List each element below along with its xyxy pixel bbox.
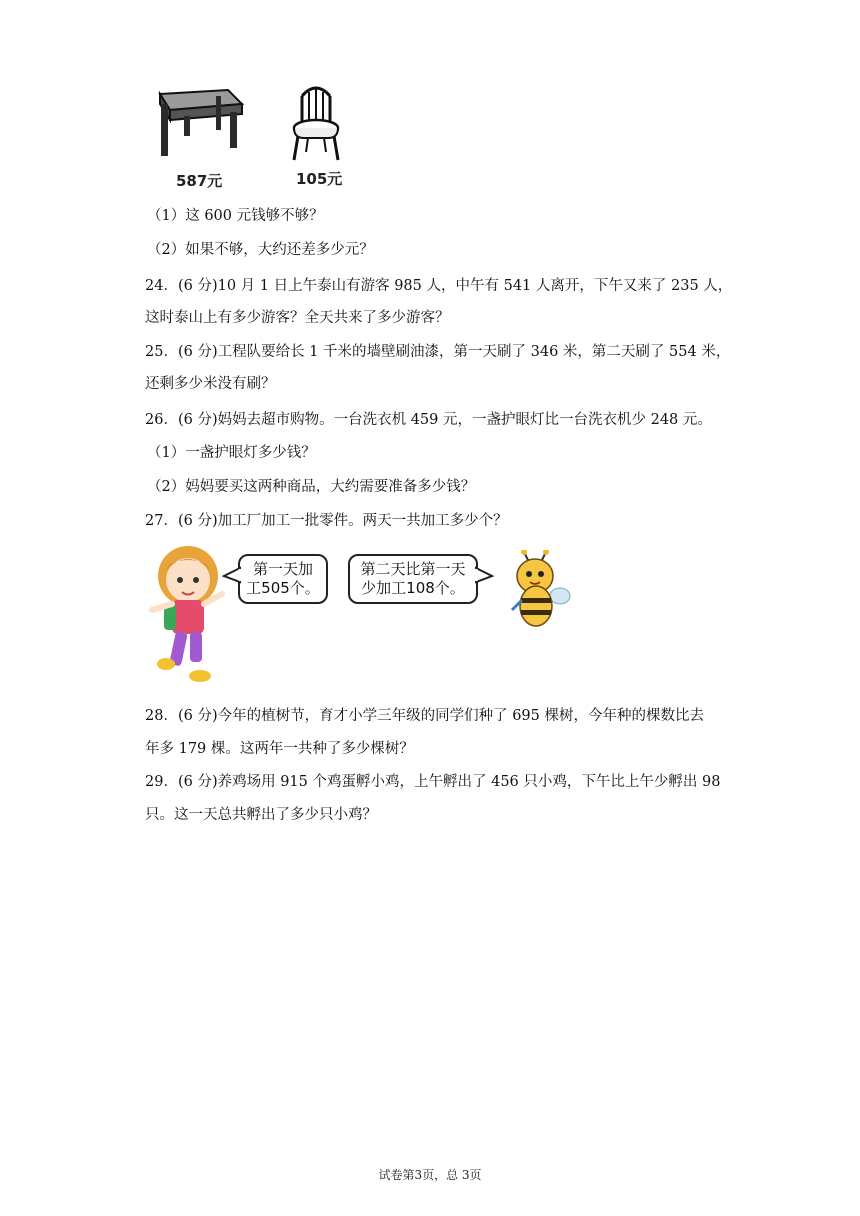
bee-image bbox=[502, 550, 572, 632]
q28-line1: 28．(6 分)今年的植树节，育才小学三年级的同学们种了 695 棵树，今年种的棵数比去 bbox=[145, 708, 704, 724]
q27-line1: 27．(6 分)加工厂加工一批零件。两天一共加工多少个？ bbox=[145, 513, 508, 529]
q23-sub1: （1）这 600 元钱够不够？ bbox=[147, 208, 324, 224]
bubble-girl-line1: 第一天加 bbox=[252, 560, 313, 578]
q29-line2: 只。这一天总共孵出了多少只小鸡？ bbox=[145, 807, 377, 823]
girl-image bbox=[146, 544, 232, 686]
q26-sub2: （2）妈妈要买这两种商品，大约需要准备多少钱？ bbox=[147, 479, 476, 495]
q28-line2: 年多 179 棵。这两年一共种了多少棵树？ bbox=[145, 741, 414, 757]
bubble-girl-tail bbox=[222, 566, 242, 584]
bubble-bee-line1: 第二天比第一天 bbox=[360, 560, 466, 578]
page-footer: 试卷第3页，总 3页 bbox=[378, 1168, 482, 1182]
q26-sub1: （1）一盏护眼灯多少钱？ bbox=[147, 445, 316, 461]
q24-line2: 这时泰山上有多少游客？全天共来了多少游客？ bbox=[145, 310, 450, 326]
bubble-bee-line2: 少加工108个。 bbox=[361, 579, 465, 597]
q26-line1: 26．(6 分)妈妈去超市购物。一台洗衣机 459 元，一盏护眼灯比一台洗衣机少 248 元。 bbox=[145, 412, 712, 428]
q23-sub2: （2）如果不够，大约还差多少元？ bbox=[147, 242, 374, 258]
speech-bubble-girl bbox=[238, 554, 328, 604]
bubble-girl-line2: 工505个。 bbox=[246, 579, 320, 597]
table-image bbox=[150, 82, 250, 164]
table-price-label: 587元 bbox=[176, 172, 223, 190]
chair-price-label: 105元 bbox=[296, 170, 343, 188]
q25-line1: 25．(6 分)工程队要给长 1 千米的墙壁刷油漆，第一天刷了 346 米，第二天刷了 554 米， bbox=[145, 344, 731, 360]
speech-bubble-bee bbox=[348, 554, 478, 604]
q25-line2: 还剩多少米没有刷？ bbox=[145, 376, 276, 392]
q29-line1: 29．(6 分)养鸡场用 915 个鸡蛋孵小鸡，上午孵出了 456 只小鸡，下午比上午少孵出 98 bbox=[145, 774, 721, 790]
q24-line1: 24．(6 分)10 月 1 日上午泰山有游客 985 人，中午有 541 人离开，下午又来了 235 人， bbox=[145, 278, 733, 294]
bubble-bee-tail bbox=[474, 566, 494, 584]
chair-image bbox=[284, 78, 348, 164]
